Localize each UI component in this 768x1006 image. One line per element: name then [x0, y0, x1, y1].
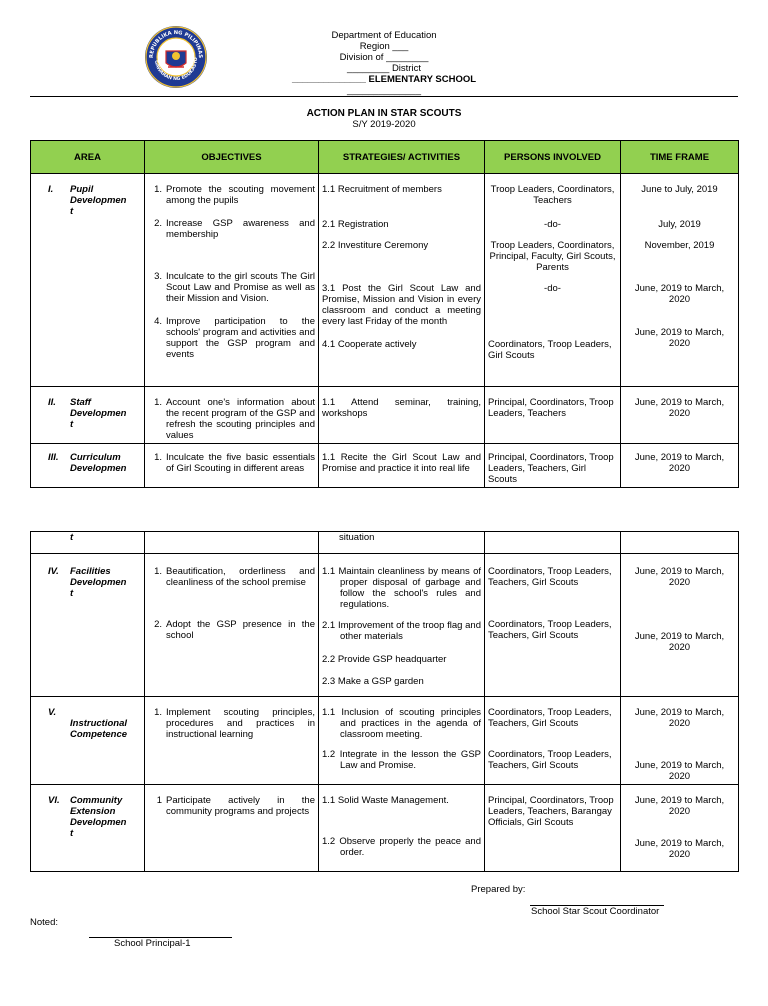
school-year: S/Y 2019-2020 [352, 119, 416, 130]
time-frame: June, 2019 to March, 2020 [634, 795, 725, 817]
area-number: V. [48, 707, 57, 718]
coordinator-title: School Star Scout Coordinator [531, 906, 660, 917]
seal-bottom-text: GAWARAN NG EDUKASYO [152, 57, 200, 83]
division-line: Division of ________ [339, 52, 429, 63]
district-line: ________ District [347, 63, 421, 74]
col-objectives: OBJECTIVES [145, 141, 319, 174]
strategy: 1.1 Recruitment of members [322, 184, 442, 195]
persons: Principal, Coordinators, Troop Leaders, Teachers [485, 387, 621, 444]
action-plan-table-page1 [30, 140, 739, 488]
objective: Participate actively in the community programs and projects [166, 795, 315, 817]
table-row: I. Pupil Developmen t 1. Promote the scouting movement among the pupils 2. Increase GSP awareness and membership 3. Inculcate to the girl scouts The Girl Scout Law and Promise as well as their Mission and Vision. 4. Improve participation to the schools' program and activities and support the GSP program and events 1.1 Recruitment of members 2.1 Registration 2.2 Investiture Ceremony 3.1 Post the Girl Scout Law and Promise, Mission and Vision in every classroom and conduct a meeting every last Friday of the month 4.1 Cooperate actively Troop Leaders, Coordinators, Teachers -do- Troop Leaders, Coordinators, Principal, Faculty, Girl Scouts, Parents -do- Coordinators, Troop Leaders, Girl Scouts June to July, 2019 July, 2019 November, 2019 June, 2019 to March, 2020 June, 2019 to March, 2020 [31, 174, 739, 387]
area-name: Curriculum Developmen [70, 452, 127, 474]
table-row [31, 532, 739, 554]
time-frame: June, 2019 to March, 2020 [634, 760, 725, 782]
col-time-frame: TIME FRAME [621, 141, 739, 174]
area-number: VI. [48, 795, 60, 806]
time-frame: June, 2019 to March, 2020 [621, 444, 739, 488]
strategy: 3.1 Post the Girl Scout Law and Promise, Mission and Vision in every classroom and conduct a meeting every last Friday of the month [322, 283, 481, 327]
time-frame: June, 2019 to March, 2020 [621, 387, 739, 444]
time-frame: June, 2019 to March, 2020 [634, 283, 725, 305]
time-frame: June, 2019 to March, 2020 [634, 327, 725, 349]
strategy: 1.2 Integrate in the lesson the GSP Law and Promise. [322, 749, 481, 771]
strategy: 2.3 Make a GSP garden [322, 676, 424, 687]
persons: Coordinators, Troop Leaders, Teachers, Girl Scouts [488, 619, 612, 641]
strategy: 2.1 Registration [322, 219, 389, 230]
area-name-continued: t [70, 532, 74, 543]
strategy: 2.2 Investiture Ceremony [322, 240, 429, 251]
table-row: III. Curriculum Developmen 1. Inculcate the five basic essentials of Girl Scouting in different areas 1.1 Recite the Girl Scout Law and Promise and practice it into real life Principal, Coordinators, Troop Leaders, Teachers, Girl Scouts June, 2019 to March, 2020 [31, 444, 739, 488]
objective: Increase GSP awareness and membership [166, 218, 315, 240]
blank-line: ______________ [347, 85, 421, 96]
area-name: Pupil Developmen t [70, 184, 127, 217]
time-frame: June, 2019 to March, 2020 [634, 631, 725, 653]
time-frame: June, 2019 to March, 2020 [634, 566, 725, 588]
strategy-continued: situation [319, 532, 485, 554]
strategy: 4.1 Cooperate actively [322, 339, 417, 350]
persons: Coordinators, Troop Leaders, Girl Scouts [488, 339, 612, 361]
objective: Adopt the GSP presence in the school [166, 619, 315, 641]
table-header-row [31, 141, 739, 174]
col-persons: PERSONS INVOLVED [485, 141, 621, 174]
persons: Principal, Coordinators, Troop Leaders, Teachers, Girl Scouts [485, 444, 621, 488]
strategy: 1.1 Solid Waste Management. [322, 795, 449, 806]
strategy: 1.1 Recite the Girl Scout Law and Promise and practice it into real life [319, 444, 485, 488]
area-name: Community Extension Developmen t [70, 795, 127, 839]
time-frame: July, 2019 [658, 219, 701, 230]
persons: Principal, Coordinators, Troop Leaders, Teachers, Barangay Officials, Girl Scouts [485, 785, 621, 872]
persons: Troop Leaders, Coordinators, Teachers [490, 184, 615, 206]
time-frame: November, 2019 [644, 240, 715, 251]
strategy: 1.1 Maintain cleanliness by means of proper disposal of garbage and follow the school's rules and regulations. [322, 566, 481, 610]
area-number: IV. [48, 566, 59, 577]
seal-top-text: REPUBLIKA NG PILIPINAS [148, 29, 204, 59]
objective: Inculcate the five basic essentials of Girl Scouting in different areas [166, 452, 315, 474]
noted-label: Noted: [30, 917, 58, 928]
col-area: AREA [31, 141, 145, 174]
action-plan-table-page2 [30, 531, 739, 872]
objective: Promote the scouting movement among the pupils [166, 184, 315, 206]
objective: Implement scouting principles, procedures and practices in instructional learning [166, 707, 315, 740]
table-row: IV. Facilities Developmen t 1. Beautification, orderliness and cleanliness of the school premise 2. Adopt the GSP presence in the school 1.1 Maintain cleanliness by means of proper disposal of garbage and follow the school's rules and regulations. 2.1 Improvement of the troop flag and other materials 2.2 Provide GSP headquarter 2.3 Make a GSP garden Coordinators, Troop Leaders, Teachers, Girl Scouts Coordinators, Troop Leaders, Teachers, Girl Scouts June, 2019 to March, 2020 June, 2019 to March, 2020 [31, 554, 739, 697]
document-title: ACTION PLAN IN STAR SCOUTS [306, 108, 462, 119]
department-name: Department of Education [331, 30, 437, 41]
area-name: Instructional Competence [70, 718, 128, 740]
strategy: 1.1 Inclusion of scouting principles and practices in the agenda of classroom meeting. [322, 707, 481, 740]
strategy: 2.1 Improvement of the troop flag and other materials [322, 620, 481, 642]
objective: Inculcate to the girl scouts The Girl Scout Law and Promise as well as their Mission and Vision. [166, 271, 315, 304]
strategy: 1.2 Observe properly the peace and order. [322, 836, 481, 858]
persons: Coordinators, Troop Leaders, Teachers, Girl Scouts [488, 707, 612, 729]
objective: Improve participation to the schools' program and activities and support the GSP program and events [166, 316, 315, 360]
persons: -do- [544, 283, 561, 294]
principal-title: School Principal-1 [114, 938, 191, 949]
area-name: Facilities Developmen t [70, 566, 127, 599]
objective: Beautification, orderliness and cleanliness of the school premise [166, 566, 315, 588]
objective: Account one's information about the recent program of the GSP and refresh the scouting principles and values [166, 397, 315, 441]
strategy: 2.2 Provide GSP headquarter [322, 654, 447, 665]
persons: Coordinators, Troop Leaders, Teachers, Girl Scouts [488, 566, 612, 588]
area-number: II. [48, 397, 56, 408]
prepared-by-label: Prepared by: [471, 884, 526, 895]
time-frame: June, 2019 to March, 2020 [634, 707, 725, 729]
area-number: I. [48, 184, 54, 195]
region-line: Region ___ [359, 41, 409, 52]
strategy: 1.1 Attend seminar, training, workshops [319, 387, 485, 444]
header-rule [30, 96, 738, 97]
persons: -do- [544, 219, 561, 230]
persons: Coordinators, Troop Leaders, Teachers, Girl Scouts [488, 749, 612, 771]
time-frame: June, 2019 to March, 2020 [634, 838, 725, 860]
area-name: Staff Developmen t [70, 397, 127, 430]
school-name: ______________ ELEMENTARY SCHOOL [291, 74, 477, 85]
time-frame: June to July, 2019 [641, 184, 718, 195]
table-row: II. Staff Developmen t 1. Account one's information about the recent program of the GSP and refresh the scouting principles and values 1.1 Attend seminar, training, workshops Principal, Coordinators, Troop Leaders, Teachers June, 2019 to March, 2020 [31, 387, 739, 444]
area-number: III. [48, 452, 59, 463]
table-row: V.Instructional Competence 1. Implement scouting principles, procedures and practices in instructional learning 1.1 Inclusion of scouting principles and practices in the agenda of classroom meeting. 1.2 Integrate in the lesson the GSP Law and Promise. Coordinators, Troop Leaders, Teachers, Girl Scouts Coordinators, Troop Leaders, Teachers, Girl Scouts June, 2019 to March, 2020 June, 2019 to March, 2020 [31, 697, 739, 785]
persons: Troop Leaders, Coordinators, Principal, Faculty, Girl Scouts, Parents [489, 240, 616, 273]
col-strategies: STRATEGIES/ ACTIVITIES [319, 141, 485, 174]
table-row: VI. Community Extension Developmen t 1 Participate actively in the community programs and projects 1.1 Solid Waste Management. 1.2 Observe properly the peace and order. Principal, Coordinators, Troop Leaders, Teachers, Barangay Officials, Girl Scouts June, 2019 to March, 2020 June, 2019 to March, 2020 [31, 785, 739, 872]
